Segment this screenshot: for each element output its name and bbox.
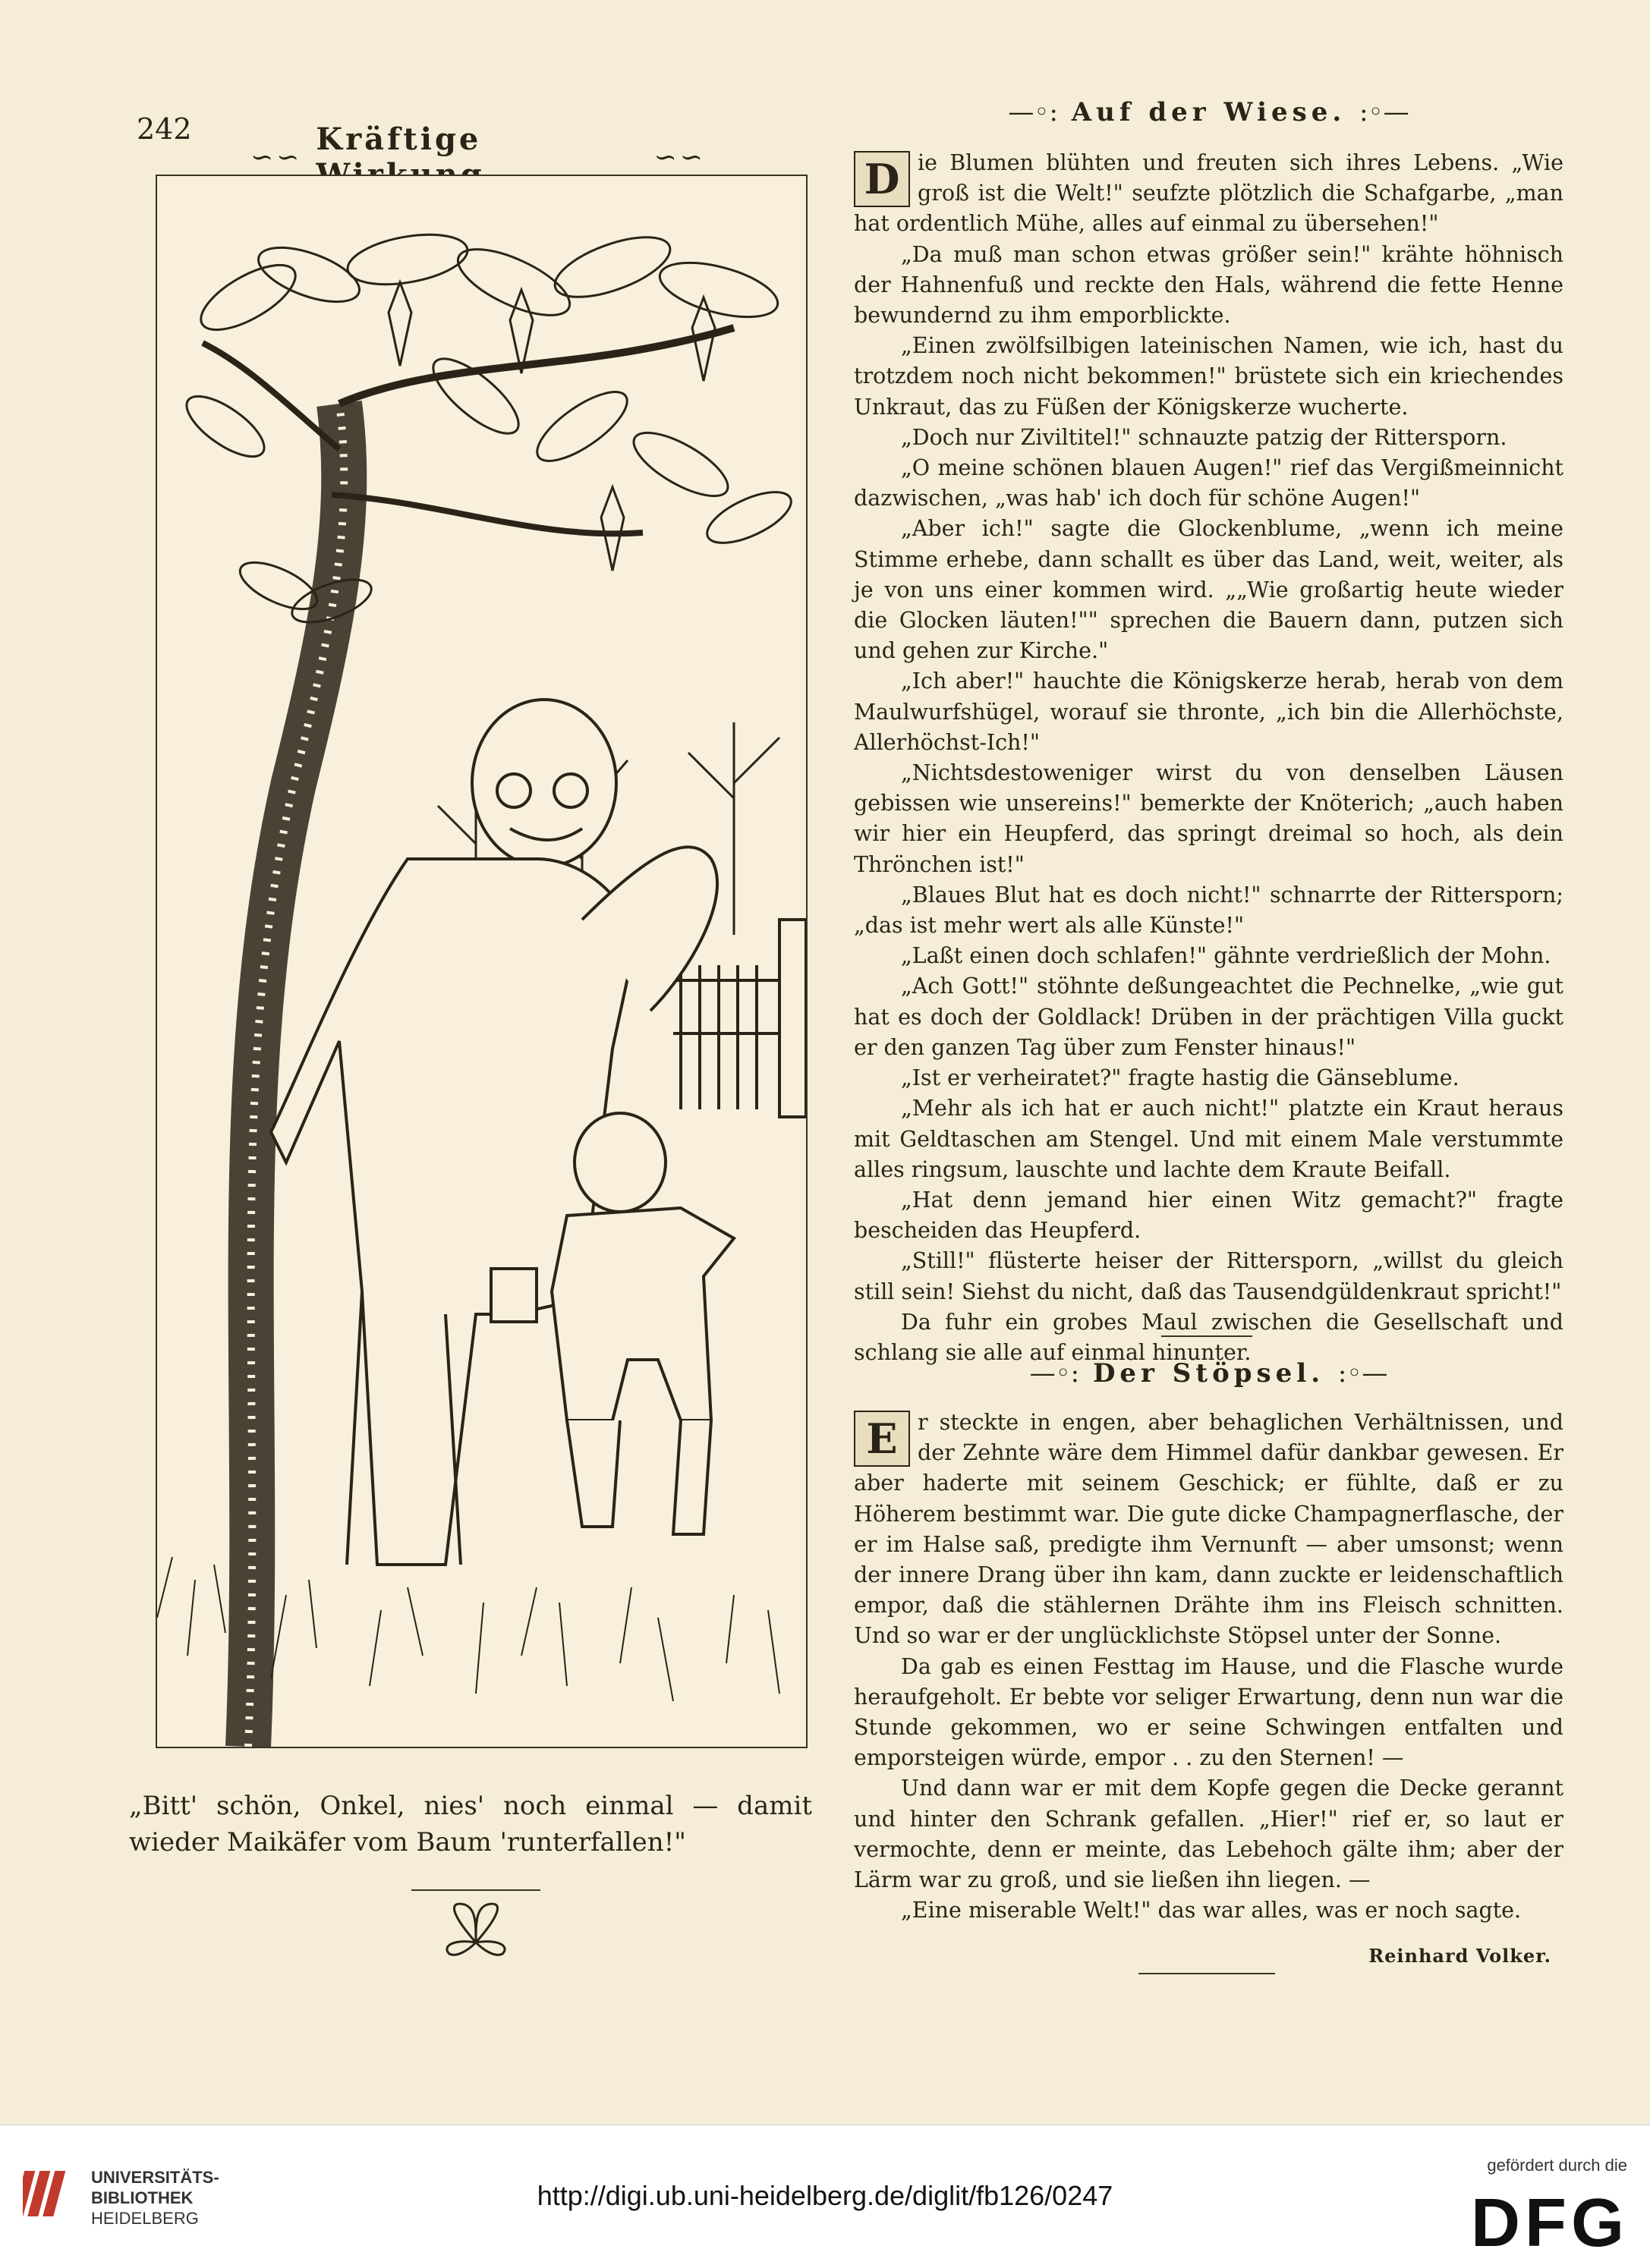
flourish-icon: —◦:: [1008, 97, 1058, 127]
article-body-stoepsel: [854, 1408, 1563, 1926]
flourish-icon: ∽∽: [653, 141, 706, 173]
article-body-wiese: [854, 148, 1563, 1368]
paragraph: Und dann war er mit dem Kopfe gegen die Decke gerannt und hinter den Schrank gefallen. „Hier!" rief er, so laut er vermochte, denn er meinte, das Lebehoch gälte ihm; aber der Lärm war zu groß, und sie ließen ihn liegen. —: [854, 1776, 1563, 1893]
source-url-link[interactable]: http://digi.ub.uni-heidelberg.de/diglit/fb126/0247: [537, 2180, 1113, 2211]
paragraph: „Eine miserable Welt!" das war alles, was er noch sagte.: [901, 1898, 1522, 1924]
illustration-drawing: [157, 176, 806, 1747]
paragraph: „Doch nur Ziviltitel!" schnauzte patzig der Rittersporn.: [901, 424, 1507, 450]
divider: [1138, 1973, 1275, 1974]
sponsor-label: gefördert durch die: [1487, 2156, 1627, 2175]
library-name: UNIVERSITÄTS- BIBLIOTHEK HEIDELBERG: [91, 2168, 219, 2228]
paragraph: „O meine schönen blauen Augen!" rief das Vergißmeinnicht dazwischen, „was hab' ich doch für schöne Augen!": [854, 455, 1563, 511]
paragraph: Da gab es einen Festtag im Hause, und die Flasche wurde heraufgeholt. Er bebte vor seliger Erwartung, denn nun war die Stunde gekommen, wo er seine Schwingen entfalten und emporsteigen würde, empor . . zu den Sternen! —: [854, 1653, 1563, 1771]
paragraph: „Laßt einen doch schlafen!" gähnte verdrießlich der Mohn.: [901, 943, 1551, 969]
paragraph: „Da muß man schon etwas größer sein!" krähte höhnisch der Hahnenfuß und reckte den Hals, während die fette Henne bewundernd zu ihm emporblickte.: [854, 241, 1563, 329]
flourish-icon: ∽∽: [250, 141, 303, 173]
paragraph: „Nichtsdestoweniger wirst du von denselben Läusen gebissen wie unsereins!" bemerkte der Knöterich; „auch haben wir hier ein Heupferd, das springt dreimal so hoch, als dein Thrönchen ist!": [854, 760, 1563, 877]
paragraph: „Still!" flüsterte heiser der Rittersporn, „willst du gleich still sein! Siehst du nicht, daß das Tausendgüldenkraut spricht!": [854, 1248, 1563, 1304]
drop-cap: E: [854, 1411, 910, 1467]
dfg-logo: DFG: [1471, 2185, 1629, 2261]
paragraph: „Blaues Blut hat es doch nicht!" schnarrte der Rittersporn; „das ist mehr wert als alle Künste!": [854, 882, 1563, 939]
divider: [411, 1889, 540, 1891]
illustration: [156, 175, 808, 1748]
paragraph: „Hat denn jemand hier einen Witz gemacht?" fragte bescheiden das Heupferd.: [854, 1187, 1563, 1244]
clover-ornament-icon: [434, 1897, 518, 1958]
paragraph: „Einen zwölfsilbigen lateinischen Namen, wie ich, hast du trotzdem noch nicht bekommen!" brüstete sich ein kriechendes Unkraut, das zu Füßen der Königskerze wucherte.: [854, 333, 1563, 420]
divider: [1161, 1335, 1252, 1337]
left-heading-text: Kräftige: [316, 121, 482, 157]
page-number: 242: [137, 112, 192, 146]
paragraph: „Mehr als ich hat er auch nicht!" platzte ein Kraut heraus mit Geldtaschen am Stengel. Und mit einem Male verstummte alles ringsum, lauschte und lachte dem Kraute Beifall.: [854, 1096, 1563, 1182]
article-title-text: Auf der Wiese.: [1071, 97, 1346, 127]
paragraph: „Ist er verheiratet?" fragte hastig die Gänseblume.: [901, 1065, 1459, 1091]
article-title-wiese: [854, 97, 1563, 127]
digitization-footer: [0, 2125, 1650, 2268]
flourish-icon: :◦—: [1337, 1358, 1388, 1389]
article-title-text: Der Stöpsel.: [1092, 1358, 1325, 1389]
flourish-icon: :◦—: [1359, 97, 1409, 127]
paragraph: E r steckte in engen, aber behaglichen Verhältnissen, und der Zehnte wäre dem Himmel dafür dankbar gewesen. Er aber haderte mit seinem Geschick; er fühlte, daß er zu Höherem bestimmt war. Die gute dicke Champagnerflasche, der er im Halse saß, predigte ihm Vernunft — aber umsonst; wenn der innere Drang über ihn kam, dann zuckte er leidenschaftlich empor, daß die stählernen Drähte ihm ins Fleisch schnitten. Und so war er der unglücklichste Stöpsel unter der Sonne.: [854, 1410, 1563, 1649]
flourish-icon: —◦:: [1029, 1358, 1080, 1389]
illustration-caption: „Bitt' schön, Onkel, nies' noch einmal — damit wieder Maikäfer vom Baum 'runterfallen!": [129, 1791, 812, 1857]
paragraph: „Aber ich!" sagte die Glockenblume, „wenn ich meine Stimme erhebe, dann schallt es über das Land, weit, weiter, als je von uns einer kommen wird. „„Wie großartig heute wieder die Glocken läuten!"" sprechen die Bauern dann, putzen sich und gehen zur Kirche.": [854, 516, 1563, 664]
paragraph: Da fuhr ein grobes Maul zwischen die Gesellschaft und schlang sie alle auf einmal hinunter.: [854, 1309, 1563, 1365]
paragraph: „Ach Gott!" stöhnte deßungeachtet die Pechnelke, „wie gut hat es doch der Goldlack! Drüben in der prächtigen Villa guckt er den ganzen Tag über zum Fenster hinaus!": [854, 974, 1563, 1060]
paragraph: D ie Blumen blühten und freuten sich ihres Lebens. „Wie groß ist die Welt!" seufzte plötzlich die Schafgarbe, „man hat ordentlich Mühe, alles auf einmal zu übersehen!": [854, 150, 1563, 237]
article-title-stoepsel: [854, 1358, 1563, 1389]
drop-cap: D: [854, 151, 910, 207]
author-signature: Reinhard Volker.: [1368, 1945, 1551, 1967]
paragraph: „Ich aber!" hauchte die Königskerze herab, herab von dem Maulwurfshügel, worauf sie thronte, „ich bin die Allerhöchste, Allerhöchst-Ich!": [854, 668, 1563, 755]
